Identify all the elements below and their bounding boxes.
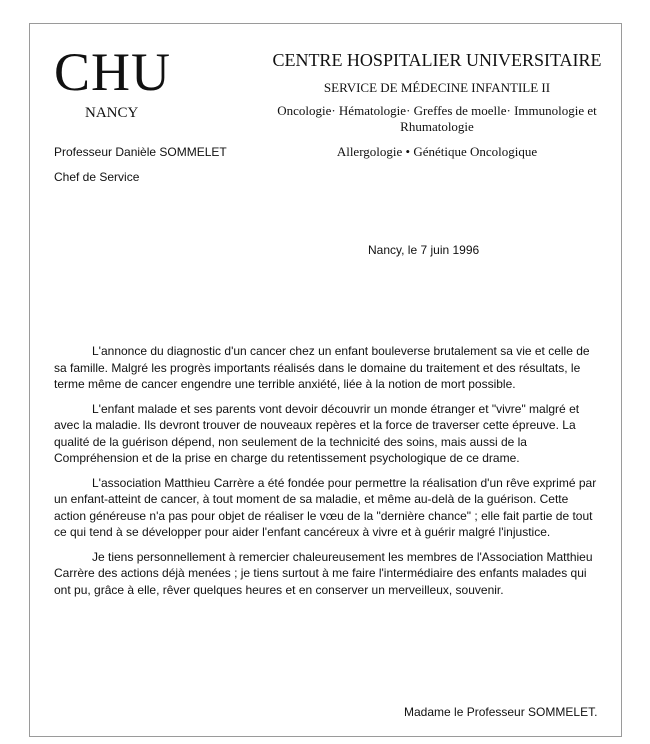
- paragraph: L'association Matthieu Carrère a été fondée pour permettre la réalisation d'un rêve exprimé par un enfant-atteint de cancer, à tout moment de sa maladie, et même au-delà de la guérison. Cette action généreuse n'a pas pour objet de réaliser le vœu de la "dernière chance" ; elle fait partie de tout ce qui tend à se développer pour aider l'enfant cancéreux à vivre et à guérir malgré l'injustice.: [54, 475, 597, 539]
- specialties-line: Oncologie· Hématologie· Greffes de moelle· Immunologie et Rhumatologie: [277, 103, 597, 134]
- professor-name: Professeur Danièle SOMMELET: [54, 145, 227, 159]
- service-name: SERVICE DE MÉDECINE INFANTILE II: [323, 80, 551, 95]
- letter-page: [29, 23, 622, 737]
- city-label: NANCY: [85, 105, 139, 121]
- letter-date: Nancy, le 7 juin 1996: [368, 243, 480, 257]
- institution-name: CENTRE HOSPITALIER UNIVERSITAIRE: [272, 50, 602, 70]
- letterhead-right: [262, 48, 612, 160]
- professor-role: Chef de Service: [54, 170, 140, 184]
- specialties-line-2: Allergologie • Génétique Oncologique: [336, 144, 538, 159]
- letter-body: [54, 343, 603, 606]
- paragraph: L'annonce du diagnostic d'un cancer chez un enfant bouleverse brutalement sa vie et celle de sa famille. Malgré les progrès importants réalisés dans le domaine du traitement et des résultats, le terme même de cancer engendre une terrible anxiété, liée à la notion de mort possible.: [54, 344, 590, 391]
- paragraph: L'enfant malade et ses parents vont devoir découvrir un monde étranger et "vivre" malgré et avec la maladie. Ils devront trouver de nouveaux repères et la force de traverser cette épreuve. La qualité de la guérison dépend, non seulement de la technicité des soins, mais aussi de la Compréhension et de la prise en charge du retentissement psychologique de ce drame.: [54, 401, 580, 465]
- signature: Madame le Professeur SOMMELET.: [404, 705, 598, 719]
- chu-logo: CHU: [54, 42, 172, 102]
- paragraph: Je tiens personnellement à remercier chaleureusement les membres de l'Association Matthieu Carrère des actions déjà menées ; je tiens surtout à me faire l'intermédiaire des enfants malades qui ont pu, grâce à elle, rêver quelques heures et en conserver un merveilleux, souvenir.: [54, 549, 593, 597]
